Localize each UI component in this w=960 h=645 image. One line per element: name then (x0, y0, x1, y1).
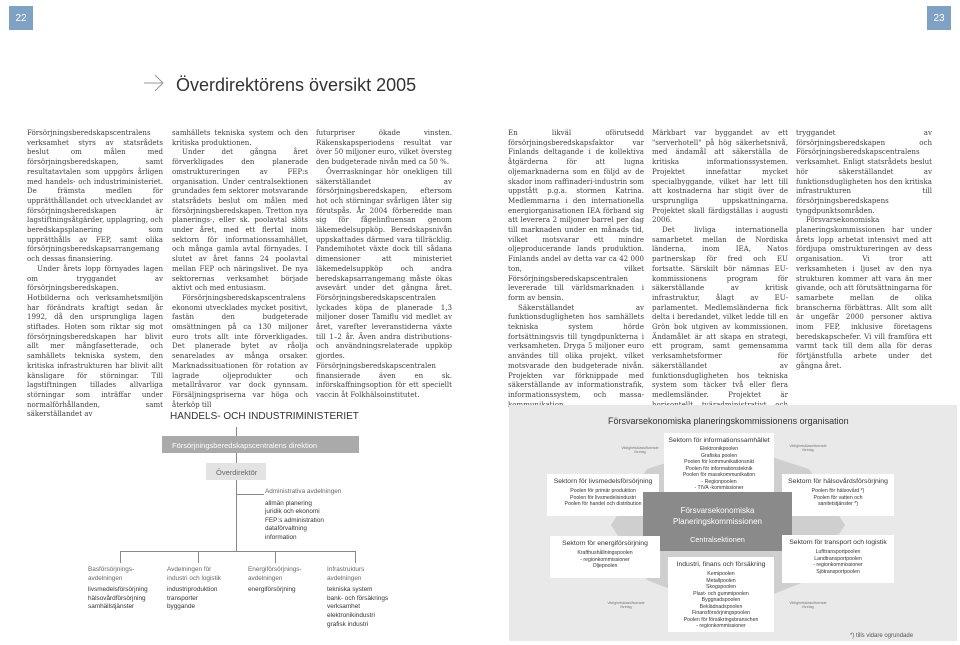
central-section: Centralsektionen (690, 535, 745, 544)
text-column-3 (316, 128, 452, 400)
paragraph: Under årets lopp förnyades lagen om tryggandet av försörjningsberedskapen. Hotbilderna och verksamhetsmiljön har förändrats kraftigt sedan år 1992, då den ursprungliga lagen stiftades. Hoten som riktar sig mot försörjningsberedskapen har blivit allt mer mångfasetterade, och samhällets tekniska system, den kritiska infrastrukturen har blivit allt känsligare för störningar. Till lagstiftningen tillades allvarliga störningar som inträffar under normalförhållanden, samt säkerställandet av (27, 263, 163, 419)
department (167, 566, 221, 612)
sector-pools: Krafthushållningspoolen - regionkommissioner Oljepoolen (577, 550, 633, 569)
connector (355, 551, 356, 563)
sector-pools: Poolen för primär produktion Poolen för livsmedelsindustri Poolen för handel och distribution (564, 488, 642, 507)
connector (198, 551, 199, 563)
ministry-title: HANDELS- OCH INDUSTRIMINISTERIET (170, 411, 359, 422)
connector (236, 494, 264, 495)
department-items: industriproduktion transporter byggande (167, 586, 218, 611)
important-companies-tag: Viktighetsklassificerade företag (789, 601, 827, 610)
paragraph: tryggandet av försörjningsberedskapen och Försörjningsberedskapscentralens verksamhet. Enligt statsrådets beslut hör säkerställandet av funktionsdugligheten hos den kritiska infrastrukturen till försörjningsberedskapens tyngdpunktsområden. (796, 128, 932, 215)
department-head: Basförsörjnings- avdelningen (88, 566, 135, 582)
page-number-right: 23 (927, 6, 951, 30)
footnote: *) tills vidare ogrundade (850, 633, 914, 639)
connector (275, 551, 276, 563)
sector-health-care (782, 474, 894, 516)
important-companies-tag: Viktighetsklassificerade företag (621, 446, 659, 455)
paragraph: Märkbart var byggandet av ett "serverhotell" på hög säkerhetsnivå, med ändamål att säkerställa de kritiska informationssystemen. Projektet innefattar mycket specialbyggande, vilket har lett till att kostnaderna har stigit över de ursprungliga uppskattningarna. Projektet skall färdigställas i augusti 2006. (652, 128, 788, 225)
page-title: Överdirektörens översikt 2005 (176, 75, 417, 95)
department-items: tekniska system bank- och försäkrings verksamhet elektronikindustri grafisk industri (327, 586, 389, 628)
connector (120, 551, 356, 552)
sector-pools: Poolen för hälsovård *) Poolen för vatten och sanitetstjänster *) (811, 488, 865, 507)
sector-title: Sektorn för hälsovårdsförsörjning (788, 478, 888, 485)
paragraph: Överraskningar hör onekligen till säkerställandet av försörjningsberedskapen, eftersom hot och störningar svårligen låter sig förutspås. År 2004 förberedde man sig för fågelinfluensan genom läkemedelsuppköp. Beredskapsnivån uppskattades därmed vara tillräcklig. Pandemihotet växte dock till sådana dimensioner att ministeriet läkemedelsuppköp och andra beredskapsarrangemang måste ökas avsevärt under det gångna året. Försörjningsberedskapscentralen lyckades köpa de planerade 1,3 miljoner doser Tamiflu vid medlet av året, varefter leveranstiderna växte till 1–2 år. Även andra distributions- och användningsrelaterade uppköp gjordes. Försörjningsberedskapscentralen finansierade även en sk. införskaffningsoption för ett speciellt vaccin åt Folkhälsoinstitutet. (316, 166, 452, 399)
paragraph: Försörjningsberedskapscentralens ekonomi utvecklades mycket positivt, fastän den budgeterade omsättningen på ca 130 miljoner euro trots allt inte förverkligades. Det planerade bytet av råolja senarelades av många orsaker. Marknadssituationen för rotation av lagrade oljeprodukter och metallråvaror var dock gynnsam. Försäljningspriserna var höga och återköp till (172, 292, 308, 409)
sector-pools: Elektronikpoolen Grafiska poolen Poolen för kommunikationsnät Poolen för informationsteknik Poolen för masskommunikation - Regionpoolen - TIVA -kommissioner (682, 446, 756, 491)
sector-title: Industri, finans och försäkring (676, 561, 766, 568)
sector-title: Sektorn för transport och logistik (789, 539, 887, 546)
department-head: Avdelningen för industri och logistik (167, 566, 221, 582)
sector-title: Sektorn för informationssamhället (668, 437, 770, 444)
paragraph: Säkerställandet av funktionsdugligheten hos samhällets tekniska system hörde fortsättningsvis till tyngdpunkterna i verksamheten. Dryga 5 miljoner euro användes till olika projekt, vilket motsvarade den budgeterade nivån. Projekten var förknippade med säkerställande av informationstrafik, informationssystem, och massa (508, 302, 644, 399)
sector-title: Sektorn för livsmedelsförsörjning (553, 478, 653, 485)
org-chart-title: Försvarsekonomiska planeringskommissionens organisation (608, 416, 849, 426)
director-box: Överdirektör (206, 463, 266, 480)
connector (236, 480, 237, 551)
department-head: Infrastrukturs avdelningen (327, 566, 365, 582)
sector-pools: Kemipoolen Metallpoolen Skogspoolen Plast- och gummipoolen Byggnadspoolen Beklädnadspoolen Finansförsörjningspoolen Poolen för försäkringsbranschen - regionkommissioner (683, 571, 759, 629)
sector-industry-finance (668, 557, 774, 632)
text-column-5 (652, 128, 788, 419)
department-items: allmän planering juridik och ekonomi FEP:s administration dataförvaltning information (265, 499, 324, 541)
department-items: energiförsörjning (248, 586, 296, 594)
arrow-right-icon (143, 74, 165, 92)
paragraph: Försörjningsberedskapscentralens verksamhet styrs av statsrådets beslut om målen med försörjningsberedskapen, samt resultatavtalen som uppgörs årligen med handels- och industriministeriet. De främsta medlen för upprätthållandet och utvecklandet av försörjningsberedskapen är lagstiftningsåtgärder, upplagring, och beredskapsplanering som upprätthålls av FEP, samt olika försörjningsberedskapsarrangemang och dessas finansiering. (27, 128, 163, 264)
board-bar: Försörjningsberedskapscentralens direktion (162, 436, 359, 453)
text-column-6 (796, 128, 932, 371)
important-companies-tag: Viktighetsklassificerade företag (789, 444, 827, 453)
page-number-left: 22 (9, 6, 33, 30)
paragraph: Försvarsekonomiska planeringskommissionen har under årets lopp arbetat intensivt med att fördjupa omstruktureringen av dess organisation. Vi tror att verksamheten i ljuset av den nya strukturen kommer att vara än mer givande, och att förutsättningarna för samarbete mellan de olika branscherna förbättras. Allt som allt är ungefär 2000 personer aktiva inom FEP, inklusive företagens beredskapschefer. Vi vill framföra ett varmt tack till dem alla för deras förtjänstfulla arbete under det gångna året. (796, 215, 932, 370)
department (248, 566, 302, 595)
department (88, 566, 148, 612)
paragraph: Under det gångna året förverkligades den planerade omstruktureringen av FEP:s organisation. Under centralsektionen grundades fem sektorer motsvarande statsrådets beslut om målen med försörjningsberedskapen. Tretton nya planerings-, eller sk. poolavtal slöts under året, med ett flertal inom sektorn för informationssamhället, och många gamla avtal förnyades. I slutet av året fanns 24 poolavtal mellan FEP och näringslivet. De nya sektorernas verksamhet började aktivt och med entusiasm. (172, 147, 308, 293)
commission-name: Försvarsekonomiska Planeringskommissionen (673, 506, 762, 526)
sector-information-society (664, 433, 774, 493)
department-head: Administrativa avdelningen (265, 488, 342, 495)
admin-department (265, 488, 341, 543)
department-head: Energiförsörjnings- avdelningen (248, 566, 302, 582)
paragraph: Det livliga internationella samarbetet mellan de Nordiska länderna, inom IEA, Natos partnerskap för fred och EU fortsatte. Särskilt bör nämnas EU-kommissionens program för säkerställande av kritisk infrastruktur, ålagt av EU-parlamentet. Medlemsländerna fick delta i beredandet, vilket ledde till en Grön bok utgiven av kommissionen. Ändamålet är att skapa en strategi, ett program, samt gemensamma verksamhetsformer för säkerställandet av funktionsdugligheten hos tekniska system som täcker två eller flera medlemsländer. Projektet är (652, 225, 788, 399)
sector-transport-logistics (782, 535, 894, 583)
connector (236, 427, 237, 436)
paragraph: samhällets tekniska system och den kritiska produktionen. (172, 128, 308, 147)
sector-title: Sektorn för energiförsörjning (562, 540, 648, 547)
connector (120, 551, 121, 563)
sector-energy-supply (550, 536, 660, 578)
text-column-1 (27, 128, 163, 419)
sector-pools: Lufttransportpoolen Landtransportpoolen - regionkommissioner Sjötransportpoolen (813, 549, 863, 575)
connector (236, 453, 237, 463)
important-companies-tag: Viktighetsklassificerade företag (607, 601, 645, 610)
paragraph: futurpriser ökade vinsten. Räkenskapsperiodens resultat var över 50 miljoner euro, vilket översteg den budgeterade nivån med ca 50 %. (316, 128, 452, 167)
paragraph: En likväl oförutsedd försörjningsberedskapsfaktor var Finlands deltagande i de kollektiva åtgärderna för att lugna oljemarknaderna som en följd av de skador inom raffinaderi-industrin som uppstått p.g.a. stormen Katrina. Medlemmarna i den internationella energiorganisationen IEA förband sig att leverera 2 miljoner barrel per dag till marknaden under en månads tid, vilket motsvarar ett mindre oljeproducerande lands produktion. Finlands andel av detta var ca 42 000 ton, vilket Försörjningsberedskapscentralen levererade till världsmarknaden i form av bensin. (508, 128, 644, 302)
department-items: livsmedelsförsörjning hälsovårdförsörjning samhällstjänster (88, 586, 148, 611)
text-column-4 (508, 128, 644, 409)
text-column-2 (172, 128, 308, 409)
department (327, 566, 388, 629)
